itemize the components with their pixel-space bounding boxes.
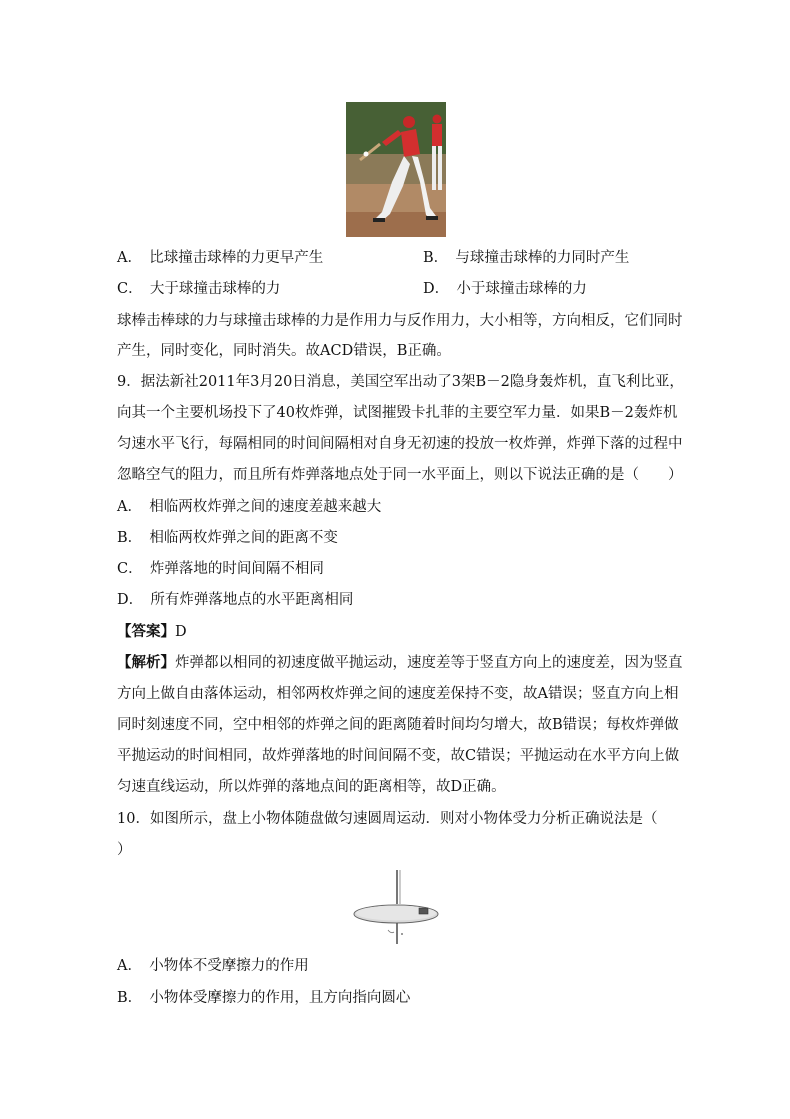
q8-analysis-line: 球棒击棒球的力与球撞击球棒的力是作用力与反作用力，大小相等，方向相反，它们同时 — [117, 313, 683, 329]
q9-stem-line: 忽略空气的阻力，而且所有炸弹落地点处于同一水平面上，则以下说法正确的是（ ） — [117, 467, 683, 483]
q9-stem-line: 向其一个主要机场投下了40枚炸弹，试图摧毁卡扎菲的主要空军力量．如果B－2轰炸机 — [117, 405, 678, 421]
q10-stem-line: ） — [117, 842, 132, 858]
q9-option-a: A． 相临两枚炸弹之间的速度差越来越大 — [117, 499, 382, 515]
q9-stem-line: 匀速水平飞行，每隔相同的时间间隔相对自身无初速的投放一枚炸弹，炸弹下落的过程中 — [117, 436, 683, 452]
analysis-text: 炸弹都以相同的初速度做平抛运动，速度差等于竖直方向上的速度差，因为竖直 — [175, 655, 683, 671]
baseball-batter-photo — [346, 102, 446, 237]
q9-option-d: D． 所有炸弹落地点的水平距离相同 — [117, 592, 354, 608]
q9-analysis-line: 同时刻速度不同，空中相邻的炸弹之间的距离随着时间均匀增大，故B错误；每枚炸弹做 — [117, 717, 679, 733]
q10-option-b: B． 小物体受摩擦力的作用，且方向指向圆心 — [117, 990, 411, 1006]
q10-option-a: A． 小物体不受摩擦力的作用 — [117, 958, 309, 974]
q8-option-b: B． 与球撞击球棒的力同时产生 — [423, 250, 630, 266]
q10-stem-line: 10．如图所示，盘上小物体随盘做匀速圆周运动．则对小物体受力分析正确说法是（ — [117, 811, 658, 827]
rotating-disk-diagram — [350, 868, 442, 948]
q9-analysis-line: 平抛运动的时间相同，故炸弹落地的时间间隔不变，故C错误；平抛运动在水平方向上做 — [117, 748, 680, 764]
analysis-label: 【解析】 — [117, 654, 175, 671]
q9-analysis-line: 方向上做自由落体运动，相邻两枚炸弹之间的速度差保持不变，故A错误；竖直方向上相 — [117, 686, 679, 702]
answer-label: 【答案】 — [117, 623, 175, 640]
q9-option-c: C． 炸弹落地的时间间隔不相同 — [117, 561, 324, 577]
q9-analysis-line — [117, 653, 683, 673]
answer-value: D — [175, 624, 187, 640]
q9-option-b: B． 相临两枚炸弹之间的距离不变 — [117, 530, 338, 546]
q8-option-d: D． 小于球撞击球棒的力 — [423, 281, 587, 297]
q9-stem-line: 9．据法新社2011年3月20日消息，美国空军出动了3架B－2隐身轰炸机，直飞利比亚， — [117, 374, 684, 390]
q8-option-c: C． 大于球撞击球棒的力 — [117, 281, 281, 297]
q9-analysis-line: 匀速直线运动，所以炸弹的落地点间的距离相等，故D正确。 — [117, 779, 506, 795]
q8-option-a: A． 比球撞击球棒的力更早产生 — [117, 250, 324, 266]
q9-answer — [117, 622, 187, 642]
q8-analysis-line: 产生，同时变化，同时消失。故ACD错误，B正确。 — [117, 343, 451, 359]
